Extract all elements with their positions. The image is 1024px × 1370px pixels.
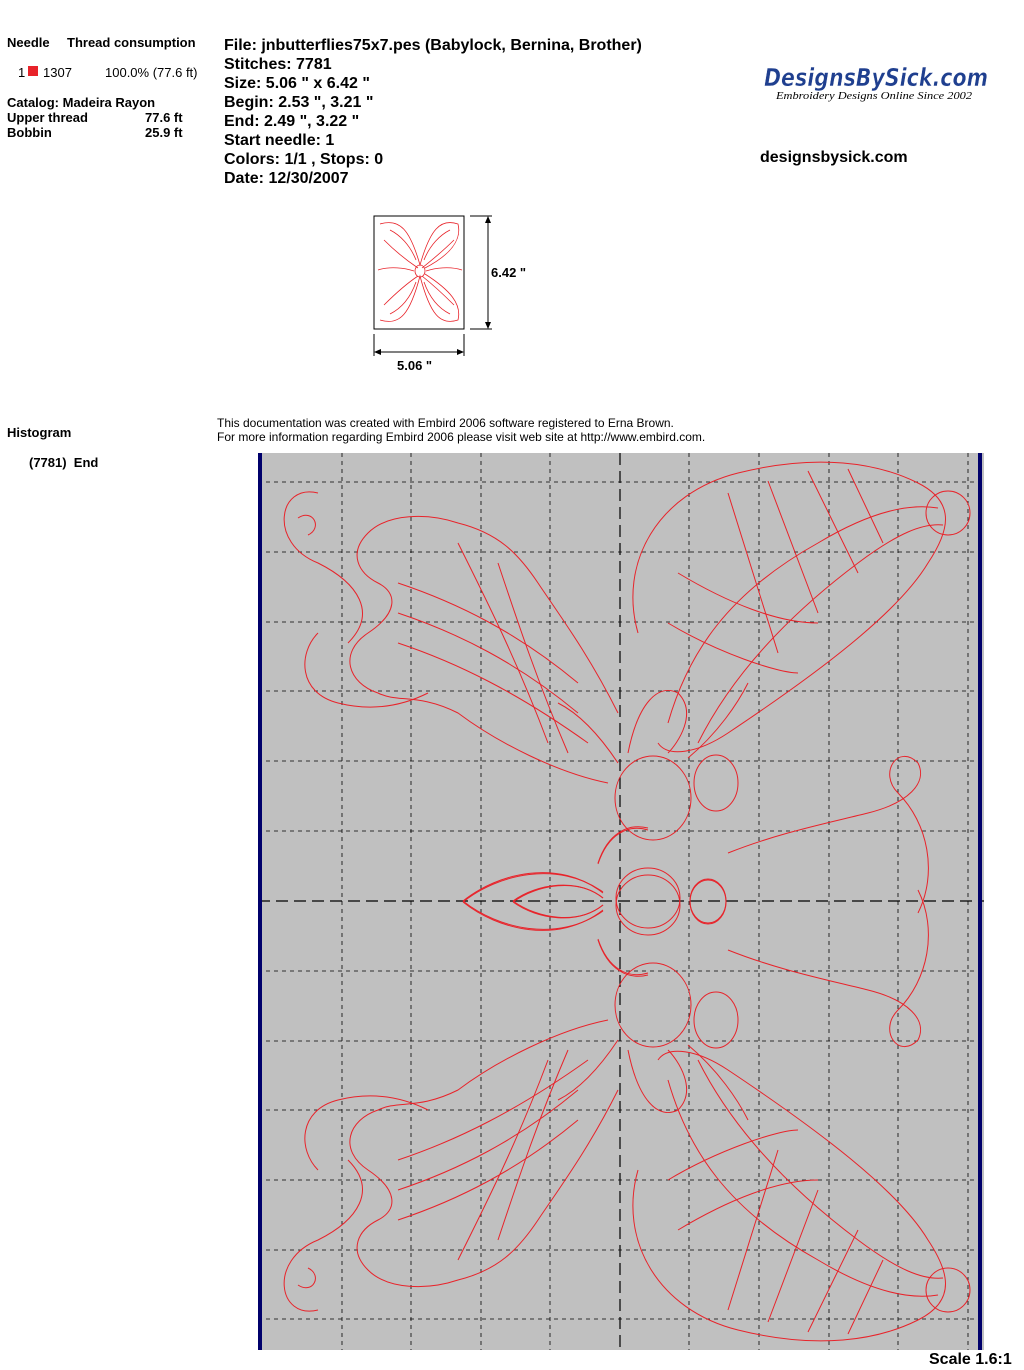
- embird-note-line1: This documentation was created with Embird 2006 software registered to Erna Brown.: [217, 416, 674, 430]
- thumbnail-width-label: 5.06 ": [397, 358, 433, 373]
- file-info-block: [224, 36, 642, 188]
- start-needle: Start needle: 1: [224, 132, 335, 149]
- embroidery-canvas: [258, 453, 984, 1350]
- bobbin-label: Bobbin: [7, 125, 52, 140]
- svg-text:Embroidery Designs Online Sinc: Embroidery Designs Online Since 2002: [774, 90, 973, 102]
- histogram-title: Histogram: [7, 425, 72, 440]
- colors-stops: Colors: 1/1 , Stops: 0: [224, 151, 384, 168]
- designsbysick-logo: [762, 58, 1002, 108]
- thread-color-swatch: [28, 66, 38, 76]
- file-name: File: jnbutterflies75x7.pes (Babylock, Bernina, Brother): [224, 37, 642, 54]
- embird-note-line2: For more information regarding Embird 2006 please visit web site at http://www.embird.com.: [217, 430, 706, 444]
- svg-text:DesignsBySick.com: DesignsBySick.com: [764, 63, 988, 92]
- website-label: designsbysick.com: [760, 149, 908, 166]
- bobbin-value: 25.9 ft: [145, 125, 183, 140]
- upper-thread-label: Upper thread: [7, 110, 88, 125]
- end-position: End: 2.49 ", 3.22 ": [224, 113, 360, 130]
- thread-consumption-header: Thread consumption: [67, 35, 196, 50]
- needle-number: 1: [18, 65, 26, 80]
- histogram-entry: (7781) End: [29, 455, 99, 470]
- stitches-count: Stitches: 7781: [224, 56, 332, 73]
- design-size: Size: 5.06 " x 6.42 ": [224, 75, 370, 92]
- begin-position: Begin: 2.53 ", 3.21 ": [224, 94, 374, 111]
- thread-consumption-value: 100.0% (77.6 ft): [105, 65, 198, 80]
- design-date: Date: 12/30/2007: [224, 170, 349, 187]
- design-thumbnail: [370, 210, 540, 380]
- thumbnail-height-label: 6.42 ": [491, 265, 527, 280]
- catalog-label: Catalog: Madeira Rayon: [7, 95, 156, 110]
- thread-code: 1307: [43, 65, 72, 80]
- upper-thread-value: 77.6 ft: [145, 110, 183, 125]
- needle-header: Needle: [7, 35, 50, 50]
- scale-label: Scale 1.6:1: [929, 1351, 1012, 1368]
